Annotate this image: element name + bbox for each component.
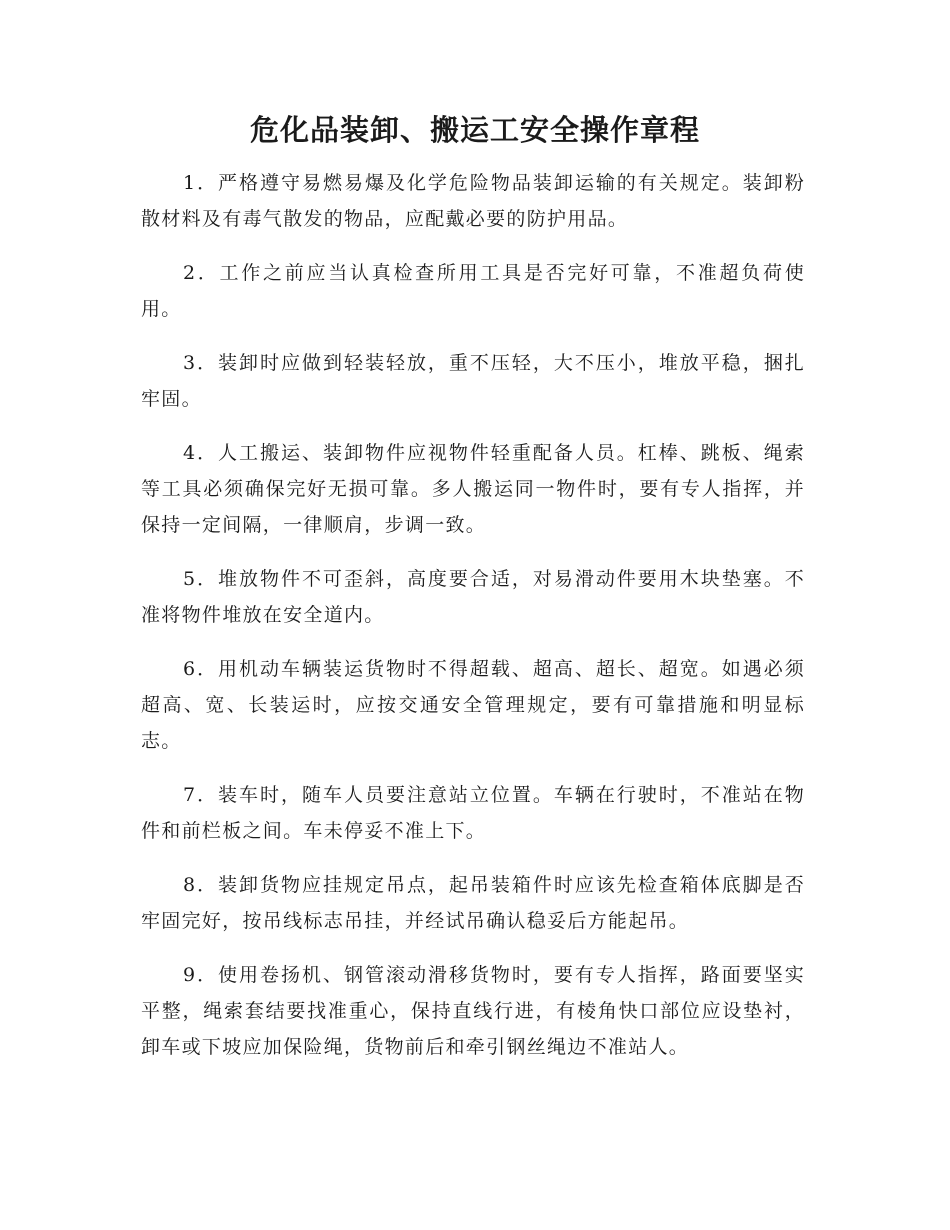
rule-paragraph-5: 5．堆放物件不可歪斜，高度要合适，对易滑动件要用木块垫塞。不准将物件堆放在安全道内。 [141, 568, 805, 626]
document-title: 危化品装卸、搬运工安全操作章程 [249, 113, 700, 147]
rule-paragraph-2: 2．工作之前应当认真检查所用工具是否完好可靠，不准超负荷使用。 [141, 262, 805, 320]
rule-paragraph-1: 1．严格遵守易燃易爆及化学危险物品装卸运输的有关规定。装卸粉散材料及有毒气散发的物品，应配戴必要的防护用品。 [141, 172, 805, 230]
rule-paragraph-4: 4．人工搬运、装卸物件应视物件轻重配备人员。杠棒、跳板、绳索等工具必须确保完好无损可靠。多人搬运同一物件时，要有专人指挥，并保持一定间隔，一律顺肩，步调一致。 [141, 442, 805, 536]
rule-paragraph-3: 3．装卸时应做到轻装轻放，重不压轻，大不压小，堆放平稳，捆扎牢固。 [141, 352, 805, 410]
rule-paragraph-6: 6．用机动车辆装运货物时不得超载、超高、超长、超宽。如遇必须超高、宽、长装运时，应按交通安全管理规定，要有可靠措施和明显标志。 [141, 658, 805, 752]
rule-paragraph-7: 7．装车时，随车人员要注意站立位置。车辆在行驶时，不准站在物件和前栏板之间。车未停妥不准上下。 [141, 784, 805, 842]
rule-paragraph-8: 8．装卸货物应挂规定吊点，起吊装箱件时应该先检查箱体底脚是否牢固完好，按吊线标志吊挂，并经试吊确认稳妥后方能起吊。 [141, 874, 805, 932]
document-body [141, 165, 805, 1083]
rule-paragraph-9: 9．使用卷扬机、钢管滚动滑移货物时，要有专人指挥，路面要坚实平整，绳索套结要找准重心，保持直线行进，有棱角快口部位应设垫衬，卸车或下坡应加保险绳，货物前后和牵引钢丝绳边不准站人。 [141, 964, 805, 1058]
